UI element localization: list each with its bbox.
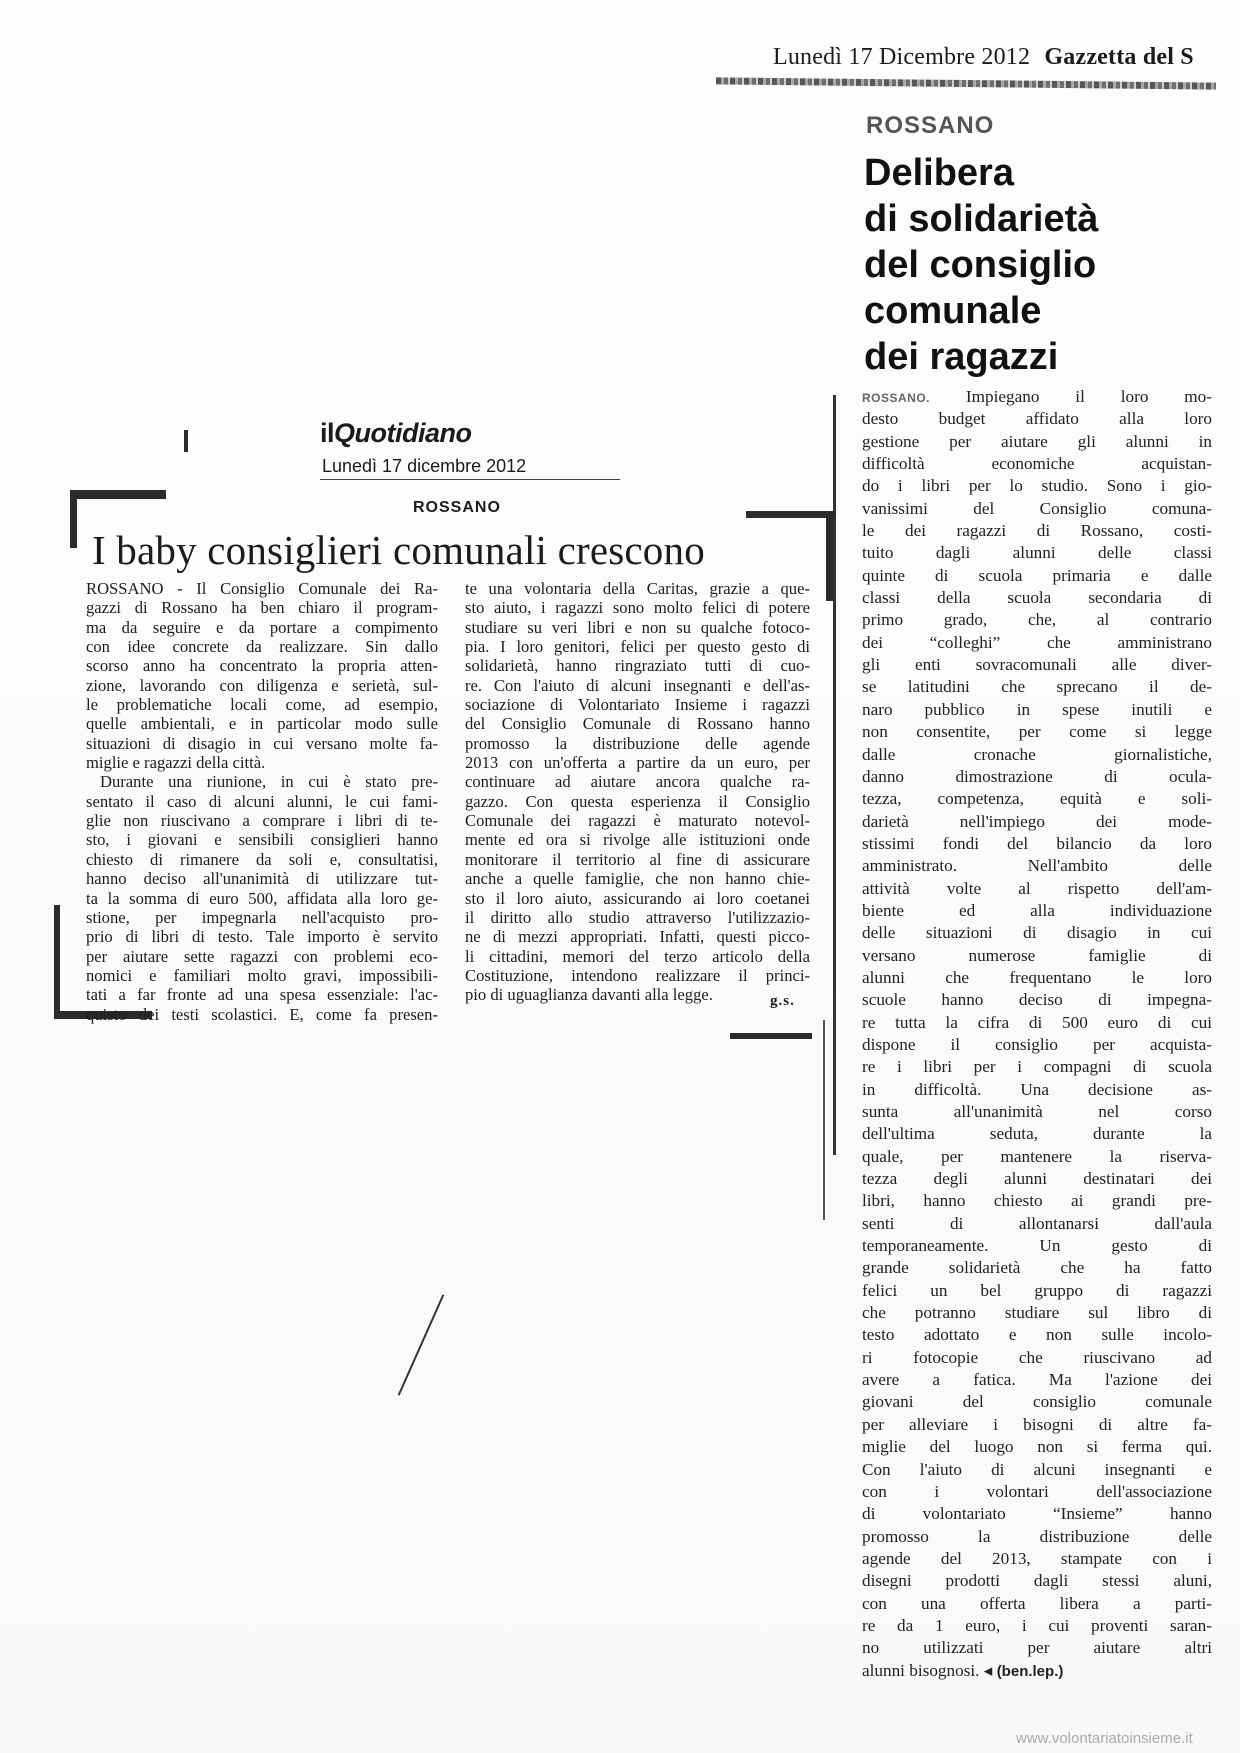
gazzetta-body-line: classi della scuola secondaria di xyxy=(862,588,1212,608)
gazzetta-body-line: tuito dagli alunni delle classi xyxy=(862,543,1212,563)
quotidiano-section: ROSSANO xyxy=(413,499,501,516)
article-line: monitorare il territorio al fine di assicurare xyxy=(465,849,810,869)
quotidiano-column-1 xyxy=(86,579,438,1024)
article-line: con idee concrete da realizzare. Sin dallo xyxy=(86,637,438,657)
article-line: glie non riuscivano a comprare i libri di te- xyxy=(86,811,438,831)
gazzetta-body-line: stissimi fondi del bilancio da loro xyxy=(862,833,1212,853)
gazzetta-body-line: promosso la distribuzione delle xyxy=(862,1526,1212,1546)
gazzetta-body-line: difficoltà economiche acquistan- xyxy=(862,454,1212,474)
gazzetta-body-line: temporaneamente. Un gesto di xyxy=(862,1236,1212,1256)
gazzetta-inline-section: ROSSANO. xyxy=(862,391,931,405)
gazzetta-body-line: no utilizzati per aiutare altri xyxy=(862,1638,1212,1658)
gazzetta-body-line: se latitudini che sprecano il de- xyxy=(862,677,1212,697)
article-line: sentato il caso di alcuni alunni, le cui fami- xyxy=(86,791,438,811)
article-line: miglie e ragazzi della città. xyxy=(86,753,266,773)
gazzetta-body-line: con i volontari dell'associazione xyxy=(862,1481,1212,1501)
gazzetta-header-rule xyxy=(716,77,1216,89)
gazzetta-body-line: do i libri per lo studio. Sono i gio- xyxy=(862,476,1212,496)
article-line: il diritto allo studio attraverso l'utilizzazio- xyxy=(465,907,810,927)
gazzetta-body-line: dispone il consiglio per acquista- xyxy=(862,1034,1212,1054)
gazzetta-body-line: vanissimi del Consiglio comuna- xyxy=(862,498,1212,518)
gazzetta-body-line: dell'ultima seduta, durante la xyxy=(862,1124,1212,1144)
article-line: Costituzione, intendono realizzare il princi- xyxy=(465,965,810,985)
gazzetta-body-line: re i libri per i compagni di scuola xyxy=(862,1057,1212,1077)
date-underline xyxy=(320,479,620,480)
gazzetta-date: Lunedì 17 Dicembre 2012 xyxy=(773,44,1031,70)
article-line: zione, lavorando con diligenza e serietà, sul- xyxy=(86,675,438,695)
article-line: pia. I loro genitori, felici per questo gesto di xyxy=(465,637,810,657)
quotidiano-headline: I baby consiglieri comunali crescono xyxy=(92,527,705,573)
article-line: ta la somma di euro 500, affidata alla loro ge- xyxy=(86,888,438,908)
article-line: tati a far fronte ad una spesa essenziale: l'ac- xyxy=(86,985,438,1005)
gazzetta-body-line: in difficoltà. Una decisione as- xyxy=(862,1079,1212,1099)
article-line: gazzo. Con questa esperienza il Consiglio xyxy=(465,791,810,811)
gazzetta-body-line: che potranno studiare sul libro di xyxy=(862,1303,1212,1323)
gazzetta-body-line: ri fotocopie che riuscivano ad xyxy=(862,1347,1212,1367)
column-rule xyxy=(833,395,836,1155)
gazzetta-body-line: non consentite, per come si legge xyxy=(862,722,1212,742)
gazzetta-body-line: alunni bisognosi. ◂ (ben.lep.) xyxy=(862,1660,1064,1680)
frame-corner-top-right xyxy=(746,511,836,518)
gazzetta-body-line: Con l'aiuto di alcuni insegnanti e xyxy=(862,1459,1212,1479)
gazzetta-body-line: giovani del consiglio comunale xyxy=(862,1392,1212,1412)
article-line: re. Con l'aiuto di alcuni insegnanti e dell'as- xyxy=(465,675,810,695)
article-line: promosso la distribuzione delle agende xyxy=(465,733,810,753)
gazzetta-body-line: disegni prodotti dagli stessi aluni, xyxy=(862,1571,1212,1591)
frame-corner-bottom-left xyxy=(54,905,60,1017)
frame-corner-top-left xyxy=(70,490,166,499)
article-line: stione, per impegnarla nell'acquisto pro- xyxy=(86,907,438,927)
gazzetta-section: ROSSANO xyxy=(866,112,995,139)
article-line: gazzi di Rossano ha ben chiaro il program- xyxy=(86,598,438,618)
article-line: pio di uguaglianza davanti alla legge. xyxy=(465,985,713,1005)
article-line: del Consiglio Comunale di Rossano hanno xyxy=(465,714,810,734)
gazzetta-body-line: desto budget affidato alla loro xyxy=(862,409,1212,429)
quotidiano-logo: ilQuotidiano xyxy=(320,418,472,448)
gazzetta-byline: (ben.lep.) xyxy=(996,1662,1064,1680)
article-line: mente ed ora si rivolge alle istituzioni onde xyxy=(465,830,810,850)
article-line: Durante una riunione, in cui è stato pre- xyxy=(100,772,438,792)
gazzetta-body-line: di volontariato “Insieme” hanno xyxy=(862,1504,1212,1524)
article-line: hanno deciso all'unanimità di utilizzare tut- xyxy=(86,869,438,889)
article-line: te una volontaria della Caritas, grazie a que- xyxy=(465,579,810,598)
article-line: sto aiuto, i ragazzi sono molto felici di potere xyxy=(465,598,810,618)
gazzetta-body-line: testo adottato e non sulle incolo- xyxy=(862,1325,1212,1345)
gazzetta-body-line: libri, hanno chiesto ai grandi pre- xyxy=(862,1191,1212,1211)
article-line: situazioni di disagio in cui versano molte fa- xyxy=(86,733,438,753)
article-line: ne di mezzi appropriati. Infatti, questi picco- xyxy=(465,927,810,947)
article-line: quisto dei testi scolastici. E, come fa presen- xyxy=(86,1004,438,1024)
gazzetta-headline xyxy=(864,150,1194,380)
article-line: per aiutare sette ragazzi con problemi eco- xyxy=(86,946,438,966)
gazzetta-body-line: biente ed alla individuazione xyxy=(862,900,1212,920)
gazzetta-article-body xyxy=(862,386,1212,1682)
website-watermark: www.volontariatoinsieme.it xyxy=(1016,1730,1193,1747)
article-line: anche a quelle famiglie, che non hanno chie- xyxy=(465,869,810,889)
quotidiano-signature: g.s. xyxy=(770,993,795,1009)
gazzetta-body-line: ROSSANO. Impiegano il loro mo- xyxy=(862,387,1212,406)
frame-corner-top-right xyxy=(826,511,833,601)
gazzetta-body-line: scuole hanno deciso di impegna- xyxy=(862,990,1212,1010)
article-line: ma da seguire e da portare a compimento xyxy=(86,617,438,637)
gazzetta-body-line: delle situazioni di disagio in cui xyxy=(862,923,1212,943)
gazzetta-body-line: naro pubblico in spese inutili e xyxy=(862,699,1212,719)
article-line: studiare su veri libri e non su qualche fotoco- xyxy=(465,617,810,637)
gazzetta-body-line: gli enti sovracomunali alle diver- xyxy=(862,655,1212,675)
gazzetta-body-line: le dei ragazzi di Rossano, costi- xyxy=(862,521,1212,541)
clipping-mark xyxy=(184,430,188,452)
article-line: ROSSANO - Il Consiglio Comunale dei Ra- xyxy=(86,579,438,598)
gazzetta-body-line: miglie del luogo non si ferma qui. xyxy=(862,1437,1212,1457)
gazzetta-body-line: dei “colleghi” che amministrano xyxy=(862,632,1212,652)
article-line: prio di libri di testo. Tale importo è servito xyxy=(86,927,438,947)
gazzetta-body-line: primo grado, che, al contrario xyxy=(862,610,1212,630)
article-line: le problematiche locali come, ad esempio, xyxy=(86,695,438,715)
gazzetta-body-line: darietà nell'impiego dei mode- xyxy=(862,811,1212,831)
gazzetta-body-line: amministrato. Nell'ambito delle xyxy=(862,856,1212,876)
article-line: scorso anno ha concentrato la propria atten- xyxy=(86,656,438,676)
gazzetta-body-line: danno dimostrazione di ocula- xyxy=(862,766,1212,786)
gazzetta-body-line: agende del 2013, stampate con i xyxy=(862,1548,1212,1568)
article-line: li cittadini, memori del terzo articolo della xyxy=(465,946,810,966)
article-line: continuare ad aiutare ancora qualche ra- xyxy=(465,772,810,792)
gazzetta-body-line: sunta all'unanimità nel corso xyxy=(862,1102,1212,1121)
gazzetta-body-line: tezza, competenza, equità e soli- xyxy=(862,789,1212,809)
gazzetta-headline-line: Delibera xyxy=(864,152,1014,194)
article-line: chiesto di rimanere da soli e, consultatisi, xyxy=(86,849,438,869)
article-line: solidarietà, hanno ringraziato tutti di cuo- xyxy=(465,656,810,676)
gazzetta-body-line: gestione per aiutare gli alunni in xyxy=(862,431,1212,451)
article-line: nomici e familiari molto gravi, impossibili- xyxy=(86,965,438,985)
gazzetta-body-line: tezza degli alunni destinatari dei xyxy=(862,1169,1212,1189)
gazzetta-body-line: quinte di scuola primaria e dalle xyxy=(862,565,1212,585)
gazzetta-body-line: quale, per mantenere la riserva- xyxy=(862,1146,1212,1166)
quotidiano-date: Lunedì 17 dicembre 2012 xyxy=(322,456,527,476)
article-line: Comunale dei ragazzi è maturato notevol- xyxy=(465,811,810,831)
gazzetta-body-line: re tutta la cifra di 500 euro di cui xyxy=(862,1012,1212,1032)
quotidiano-column-2 xyxy=(465,579,810,1005)
gazzetta-paper-name: Gazzetta del S xyxy=(1044,44,1194,70)
gazzetta-body-line: con una offerta libera a parti- xyxy=(862,1593,1212,1613)
gazzetta-dateline xyxy=(773,44,1194,71)
gazzetta-headline-line: di solidarietà xyxy=(864,198,1099,240)
gazzetta-body-line: re da 1 euro, i cui proventi saran- xyxy=(862,1615,1212,1635)
gazzetta-body-line: alunni che frequentano le loro xyxy=(862,967,1212,987)
article-line: sociazione di Volontariato Insieme i ragazzi xyxy=(465,695,810,715)
column-rule xyxy=(823,1020,825,1220)
article-line: quelle ambientali, e in particolar modo sulle xyxy=(86,714,438,734)
gazzetta-body-line: dalle cronache giornalistiche, xyxy=(862,744,1212,764)
gazzetta-body-line: felici un bel gruppo di ragazzi xyxy=(862,1280,1212,1300)
article-line: 2013 con un'offerta a partire da un euro, per xyxy=(465,753,810,773)
frame-corner-top-left xyxy=(70,490,77,548)
pen-stroke xyxy=(398,1294,445,1395)
gazzetta-body-line: per alleviare i bisogni di altre fa- xyxy=(862,1414,1212,1434)
gazzetta-headline-line: dei ragazzi xyxy=(864,336,1059,378)
gazzetta-body-line: senti di allontanarsi dall'aula xyxy=(862,1213,1212,1233)
gazzetta-body-line: avere a fatica. Ma l'azione dei xyxy=(862,1370,1212,1390)
gazzetta-headline-line: del consiglio xyxy=(864,244,1097,286)
gazzetta-body-line: attività volte al rispetto dell'am- xyxy=(862,878,1212,898)
article-line: sto il loro aiuto, assicurando ai loro coetanei xyxy=(465,888,810,908)
gazzetta-headline-line: comunale xyxy=(864,290,1042,332)
gazzetta-body-line: versano numerose famiglie di xyxy=(862,945,1212,965)
frame-corner-bottom-right xyxy=(730,1033,812,1039)
article-line: sto, i giovani e sensibili consiglieri hanno xyxy=(86,830,438,850)
gazzetta-body-line: grande solidarietà che ha fatto xyxy=(862,1258,1212,1278)
